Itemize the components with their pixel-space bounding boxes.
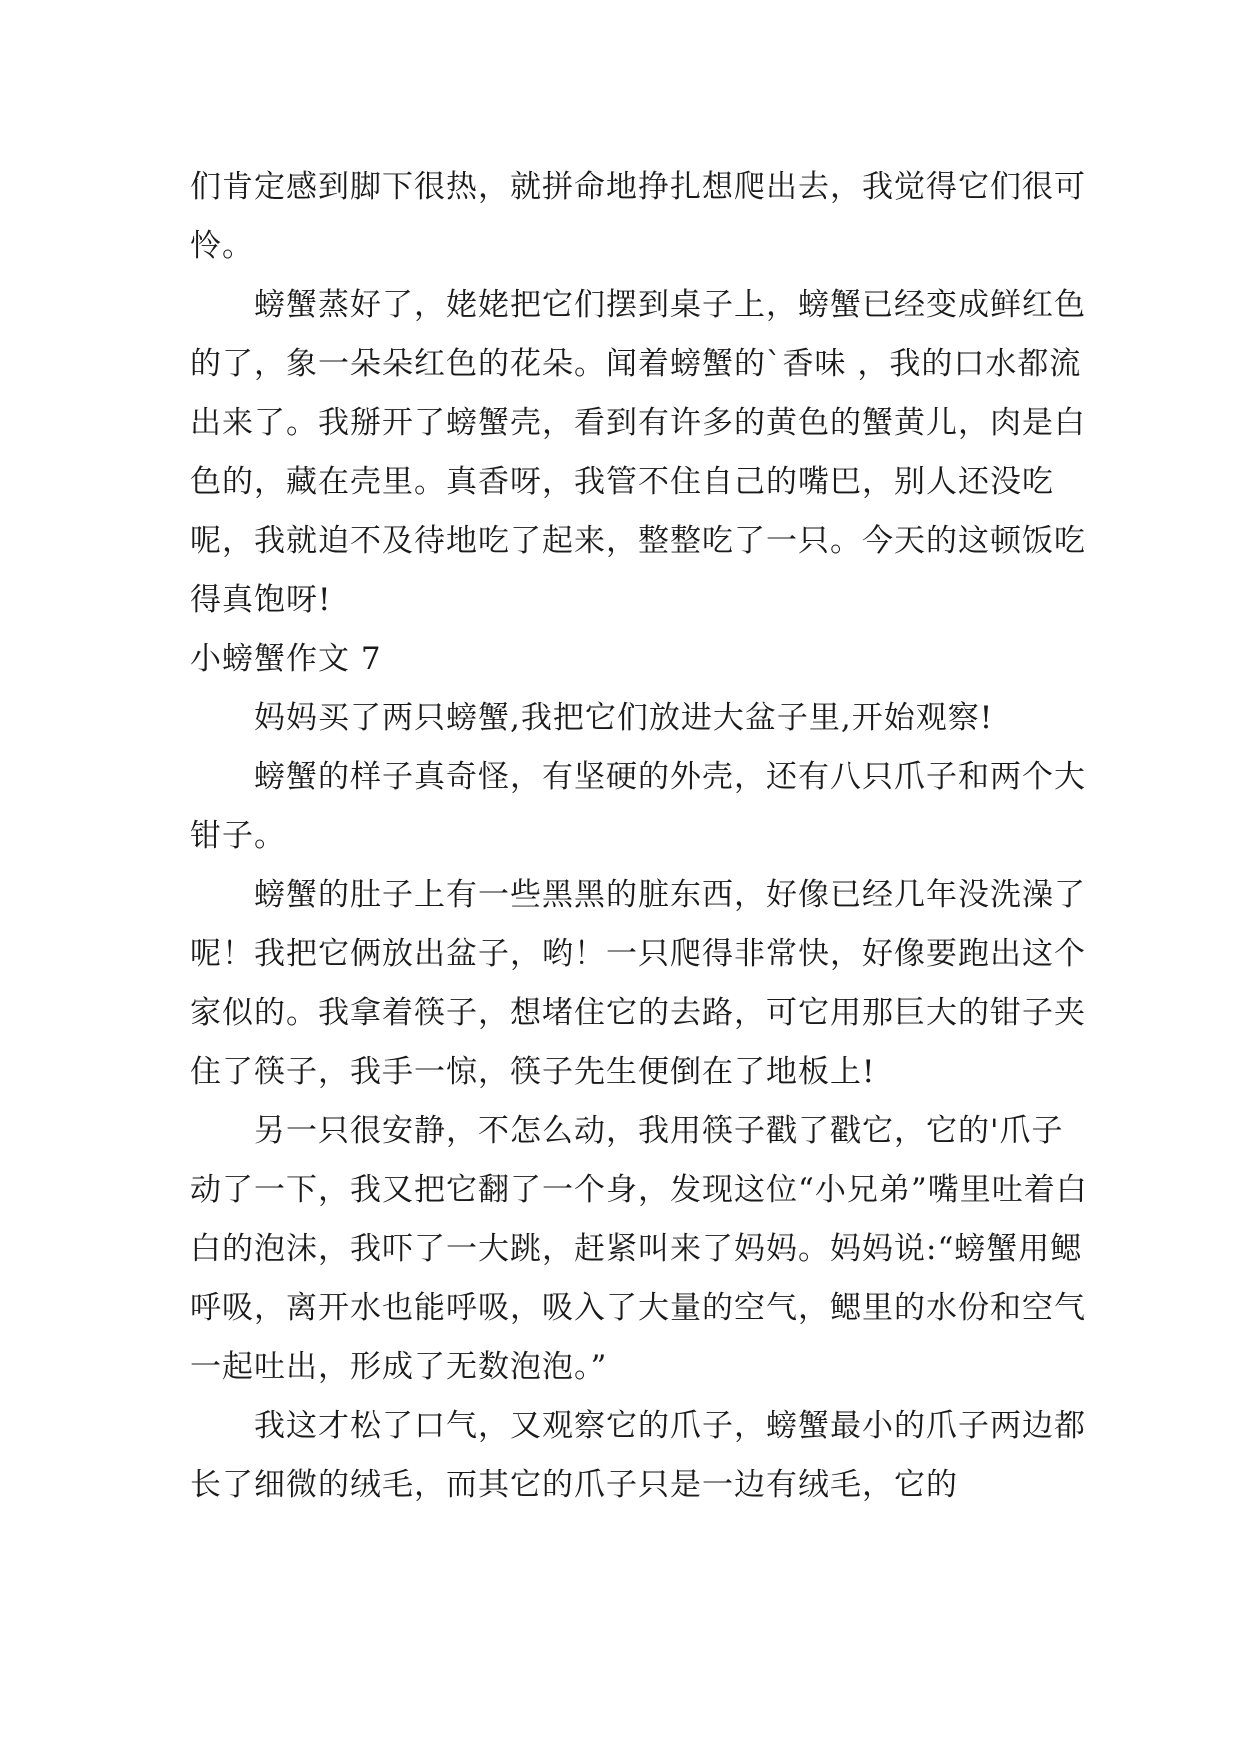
paragraph-continuation: 们肯定感到脚下很热，就拼命地挣扎想爬出去，我觉得它们很可怜。 [190,169,1086,264]
document-page [190,158,1090,1515]
paragraph-bought-crabs: 妈妈买了两只螃蟹,我把它们放进大盆子里,开始观察! [254,700,994,736]
section-heading: 小螃蟹作文 7 [190,641,382,677]
paragraph-quiet-crab: 另一只很安静，不怎么动，我用筷子戳了戳它，它的'爪子动了一下，我又把它翻了一个身，发现这位“小兄弟”嘴里吐着白白的泡沫，我吓了一大跳，赶紧叫来了妈妈。妈妈说:“螃蟹用鳃呼吸，离开水也能呼吸，吸入了大量的空气，鳃里的水份和空气一起吐出，形成了无数泡泡。” [190,1113,1088,1385]
paragraph-crab-appearance: 螃蟹的样子真奇怪，有坚硬的外壳，还有八只爪子和两个大钳子。 [190,759,1086,854]
paragraph-crab-belly: 螃蟹的肚子上有一些黑黑的脏东西，好像已经几年没洗澡了呢！我把它俩放出盆子，哟！一只爬得非常快，好像要跑出这个家似的。我拿着筷子，想堵住它的去路，可它用那巨大的钳子夹住了筷子，我手一惊，筷子先生便倒在了地板上! [190,877,1086,1090]
paragraph-crab-steamed: 螃蟹蒸好了，姥姥把它们摆到桌子上，螃蟹已经变成鲜红色的了，象一朵朵红色的花朵。闻着螃蟹的`香味 ，我的口水都流出来了。我掰开了螃蟹壳，看到有许多的黄色的蟹黄儿，肉是白色的，藏在壳里。真香呀，我管不住自己的嘴巴，别人还没吃呢，我就迫不及待地吃了起来，整整吃了一只。今天的这顿饭吃得真饱呀! [190,287,1086,618]
paragraph-crab-claws: 我这才松了口气，又观察它的爪子，螃蟹最小的爪子两边都长了细微的绒毛，而其它的爪子只是一边有绒毛，它的 [190,1408,1086,1503]
